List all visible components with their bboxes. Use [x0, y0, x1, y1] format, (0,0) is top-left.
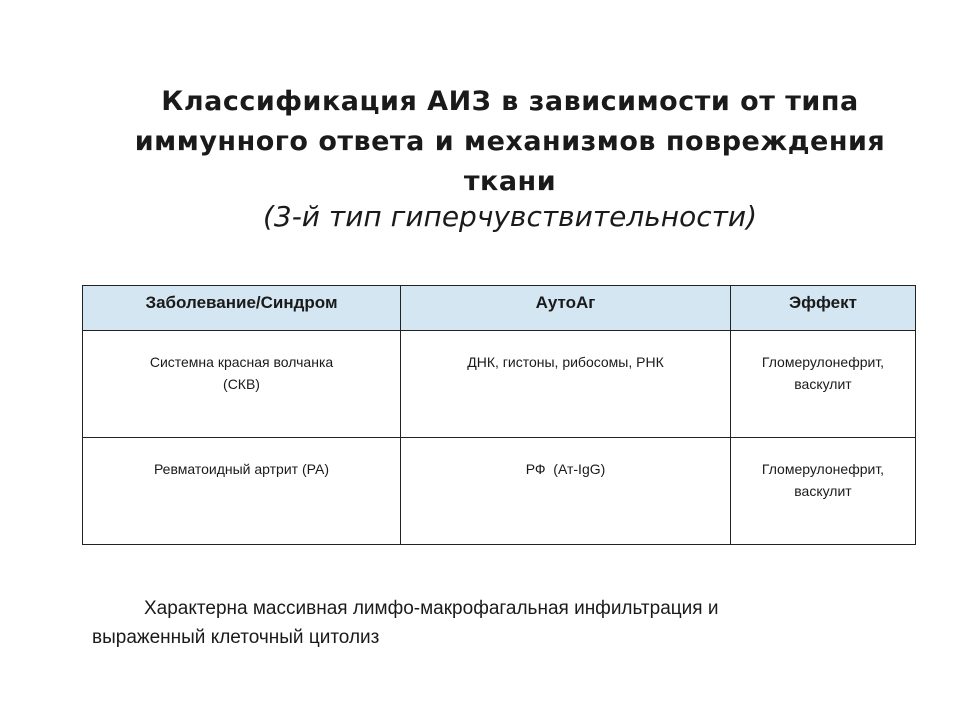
cell-disease: [83, 331, 401, 438]
cell-effect: [731, 438, 916, 545]
table-header-row: [83, 286, 916, 331]
cell-autoantigen: РФ (Ат-IgG): [401, 438, 731, 545]
cell-disease-line-2: (СКВ): [223, 376, 260, 392]
header-disease: Заболевание/Синдром: [83, 286, 401, 331]
cell-disease: [83, 438, 401, 545]
cell-disease-line-1: Системна красная волчанка: [149, 354, 334, 370]
classification-table: [82, 285, 916, 545]
table-row: [83, 438, 916, 545]
cell-autoantigen: ДНК, гистоны, рибосомы, РНК: [401, 331, 731, 438]
cell-effect-line-1: Гломерулонефрит,: [761, 461, 885, 477]
title-line-1: Классификация АИЗ в зависимости от типа: [161, 86, 859, 117]
table-row: [83, 331, 916, 438]
cell-effect-line-2: васкулит: [794, 376, 852, 392]
cell-effect-line-1: Гломерулонефрит,: [761, 354, 885, 370]
slide-title: [130, 82, 890, 202]
footnote-line-1: Характерна массивная лимфо-макрофагальная инфильтрация и: [144, 598, 719, 619]
footnote-line-2: выраженный клеточный цитолиз: [92, 627, 380, 648]
cell-effect: [731, 331, 916, 438]
cell-effect-line-2: васкулит: [794, 483, 852, 499]
footnote-paragraph: [92, 594, 852, 652]
header-effect: Эффект: [731, 286, 916, 331]
header-autoantigen: АутоАг: [401, 286, 731, 331]
title-line-2: иммунного ответа и механизмов повреждения: [134, 126, 886, 157]
slide-subtitle: (3-й тип гиперчувствительности): [262, 200, 758, 233]
title-line-3: ткани: [463, 166, 557, 197]
cell-disease-line-1: Ревматоидный артрит (РА): [153, 461, 330, 477]
